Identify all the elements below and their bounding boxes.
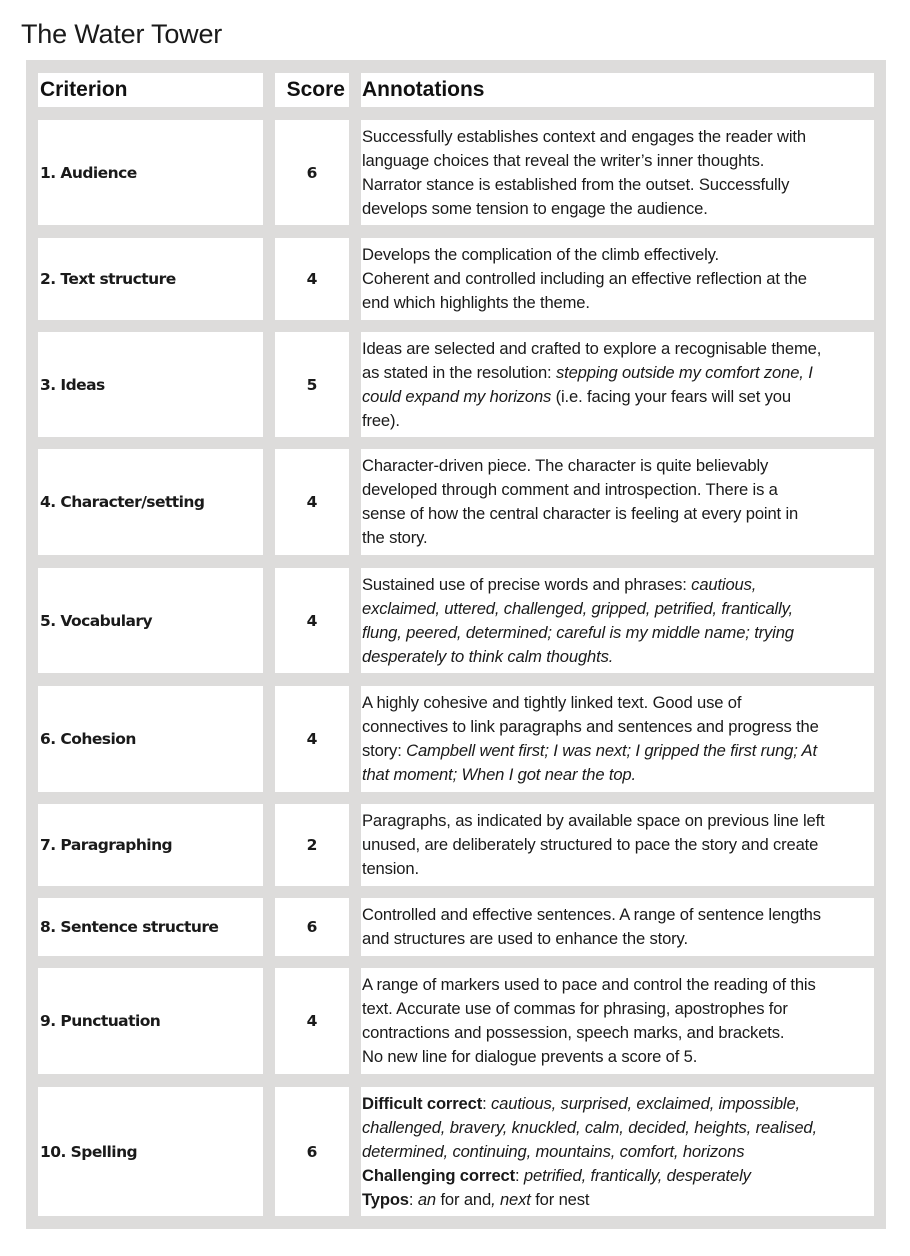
- annotation-segment: A range of markers used to pace and control the reading of this: [362, 975, 816, 994]
- criterion-label: 6. Cohesion: [40, 730, 136, 748]
- annotation-quote: flung, peered, determined; careful is my middle name; trying: [362, 622, 794, 642]
- annotation-text: [362, 691, 819, 787]
- annotation-segment: the story.: [362, 528, 428, 547]
- annotation-line: [362, 149, 806, 173]
- annotation-cell: [361, 686, 874, 792]
- annotation-segment: Controlled and effective sentences. A range of sentence lengths: [362, 905, 821, 924]
- annotation-segment: language choices that reveal the writer’s inner thoughts.: [362, 150, 765, 170]
- criterion-cell: [38, 1087, 263, 1216]
- assessment-table: [26, 60, 886, 1229]
- annotation-line: [362, 903, 821, 927]
- annotation-segment: developed through comment and introspection. There is a: [362, 480, 778, 499]
- annotation-line: [362, 502, 798, 526]
- annotation-line: [362, 1164, 817, 1188]
- score-value: 6: [306, 1142, 318, 1161]
- annotation-segment: tension.: [362, 859, 419, 878]
- annotation-quote: cautious, surprised, exclaimed, impossible,: [491, 1093, 800, 1113]
- header-score: Score: [275, 73, 349, 107]
- criterion-cell: [38, 568, 263, 673]
- annotation-quote: exclaimed, uttered, challenged, gripped, petrified, frantically,: [362, 598, 793, 618]
- score-cell: [275, 686, 349, 792]
- criterion-label: 10. Spelling: [40, 1142, 138, 1161]
- annotation-bold-label: Challenging correct: [362, 1165, 515, 1185]
- annotation-segment: Coherent and controlled including an effective reflection at the: [362, 269, 807, 288]
- criterion-label: 5. Vocabulary: [40, 611, 153, 630]
- annotation-segment: unused, are deliberately structured to pace the story and create: [362, 835, 819, 854]
- annotation-cell: [361, 332, 874, 437]
- annotation-line: [362, 621, 794, 645]
- annotation-line: [362, 645, 794, 669]
- annotation-bold-label: Difficult correct: [362, 1093, 483, 1113]
- score-cell: [275, 120, 349, 225]
- annotation-segment: end which highlights the theme.: [362, 293, 590, 312]
- annotation-cell: [361, 968, 874, 1074]
- annotation-line: [362, 361, 821, 385]
- annotation-text: [362, 573, 794, 669]
- annotation-quote: could expand my horizons: [362, 386, 552, 406]
- annotation-segment: (i.e. facing your fears will set you: [551, 386, 791, 406]
- annotation-line: [362, 833, 825, 857]
- annotation-quote: , next: [491, 1189, 531, 1209]
- score-cell: [275, 898, 349, 956]
- annotation-line: [362, 973, 816, 997]
- annotation-quote: challenged, bravery, knuckled, calm, decided, heights, realised,: [362, 1117, 817, 1137]
- annotation-quote: petrified, frantically, desperately: [523, 1165, 751, 1185]
- criterion-label: 2. Text structure: [40, 270, 176, 288]
- score-cell: [275, 568, 349, 673]
- annotation-line: [362, 1116, 817, 1140]
- annotation-line: [362, 1045, 816, 1069]
- criterion-cell: [38, 332, 263, 437]
- annotation-line: [362, 337, 821, 361]
- annotation-bold-label: Typos: [362, 1189, 409, 1209]
- score-cell: [275, 1087, 349, 1216]
- annotation-text: [362, 809, 825, 881]
- annotation-segment: Character-driven piece. The character is quite believably: [362, 456, 769, 475]
- annotation-quote: an: [417, 1189, 436, 1209]
- annotation-quote: stepping outside my comfort zone, I: [555, 362, 813, 382]
- annotation-line: [362, 1188, 817, 1212]
- annotation-line: [362, 243, 807, 267]
- annotation-segment: :: [514, 1165, 524, 1185]
- criterion-label: 7. Paragraphing: [40, 836, 173, 854]
- annotation-text: [362, 1092, 817, 1212]
- annotation-segment: Sustained use of precise words and phrases:: [362, 574, 692, 594]
- score-value: 5: [306, 375, 318, 394]
- annotation-line: [362, 809, 825, 833]
- criterion-cell: [38, 686, 263, 792]
- score-value: 4: [306, 270, 318, 288]
- annotation-cell: [361, 238, 874, 320]
- criterion-label: 4. Character/setting: [40, 493, 205, 511]
- score-value: 4: [306, 730, 318, 748]
- annotation-line: [362, 478, 798, 502]
- score-cell: [275, 238, 349, 320]
- annotation-line: [362, 1092, 817, 1116]
- annotation-segment: Successfully establishes context and engages the reader with: [362, 126, 806, 146]
- annotation-segment: and structures are used to enhance the story.: [362, 929, 688, 948]
- annotation-segment: contractions and possession, speech marks, and brackets.: [362, 1023, 785, 1042]
- score-cell: [275, 449, 349, 555]
- annotation-text: [362, 973, 816, 1069]
- annotation-line: [362, 1021, 816, 1045]
- annotation-segment: Develops the complication of the climb effectively.: [362, 245, 719, 264]
- annotation-line: [362, 691, 819, 715]
- annotation-segment: for nest: [530, 1189, 590, 1209]
- criterion-label: 9. Punctuation: [40, 1012, 161, 1030]
- annotation-line: [362, 173, 806, 197]
- annotation-quote: desperately to think calm thoughts.: [362, 646, 614, 666]
- annotation-line: [362, 267, 807, 291]
- annotation-segment: sense of how the central character is feeling at every point in: [362, 504, 799, 523]
- annotation-segment: text. Accurate use of commas for phrasing, apostrophes for: [362, 999, 788, 1018]
- annotation-line: [362, 125, 806, 149]
- annotation-segment: Ideas are selected and crafted to explore a recognisable theme,: [362, 338, 822, 358]
- annotation-segment: A highly cohesive and tightly linked text. Good use of: [362, 693, 742, 712]
- annotation-line: [362, 763, 819, 787]
- criterion-label: 1. Audience: [40, 163, 137, 182]
- score-value: 4: [306, 1012, 318, 1030]
- annotation-segment: :: [482, 1093, 492, 1113]
- criterion-label: 8. Sentence structure: [40, 918, 219, 936]
- criterion-cell: [38, 120, 263, 225]
- annotation-cell: [361, 1087, 874, 1216]
- annotation-line: [362, 597, 794, 621]
- annotation-line: [362, 385, 821, 409]
- document-title: The Water Tower: [21, 19, 223, 49]
- annotation-text: [362, 903, 821, 951]
- score-cell: [275, 332, 349, 437]
- annotation-segment: as stated in the resolution:: [362, 362, 556, 382]
- annotation-text: [362, 243, 807, 315]
- criterion-cell: [38, 804, 263, 886]
- score-value: 4: [306, 493, 318, 511]
- annotation-segment: connectives to link paragraphs and sentences and progress the: [362, 717, 819, 736]
- annotation-segment: free).: [362, 410, 400, 430]
- annotation-quote: cautious,: [691, 574, 757, 594]
- annotation-segment: No new line for dialogue prevents a score of 5.: [362, 1047, 698, 1066]
- annotation-quote: Campbell went first; I was next; I gripped the first rung; At: [406, 741, 817, 760]
- annotation-text: [362, 454, 798, 550]
- annotation-line: [362, 739, 819, 763]
- annotation-line: [362, 291, 807, 315]
- annotation-line: [362, 857, 825, 881]
- score-value: 4: [306, 611, 318, 630]
- criterion-cell: [38, 968, 263, 1074]
- annotation-segment: Narrator stance is established from the outset. Successfully: [362, 174, 790, 194]
- annotation-line: [362, 197, 806, 221]
- criterion-cell: [38, 898, 263, 956]
- annotation-line: [362, 997, 816, 1021]
- score-value: 6: [306, 163, 318, 182]
- annotation-line: [362, 409, 821, 433]
- annotation-segment: :: [408, 1189, 418, 1209]
- annotation-segment: for and: [435, 1189, 492, 1209]
- annotation-cell: [361, 120, 874, 225]
- annotation-quote: determined, continuing, mountains, comfort, horizons: [362, 1141, 745, 1161]
- annotation-cell: [361, 568, 874, 673]
- annotation-quote: that moment; When I got near the top.: [362, 765, 636, 784]
- annotation-text: [362, 337, 821, 433]
- criterion-cell: [38, 238, 263, 320]
- annotation-line: [362, 1140, 817, 1164]
- score-cell: [275, 804, 349, 886]
- score-value: 6: [306, 918, 318, 936]
- annotation-cell: [361, 804, 874, 886]
- annotation-line: [362, 927, 821, 951]
- annotation-line: [362, 715, 819, 739]
- criterion-label: 3. Ideas: [40, 375, 105, 394]
- header-annotations: Annotations: [361, 73, 874, 107]
- annotation-line: [362, 526, 798, 550]
- score-value: 2: [306, 836, 318, 854]
- annotation-segment: Paragraphs, as indicated by available space on previous line left: [362, 811, 825, 830]
- annotation-cell: [361, 449, 874, 555]
- annotation-text: [362, 125, 806, 221]
- annotation-segment: story:: [362, 741, 407, 760]
- header-criterion: Criterion: [38, 73, 263, 107]
- annotation-cell: [361, 898, 874, 956]
- annotation-line: [362, 573, 794, 597]
- annotation-line: [362, 454, 798, 478]
- score-cell: [275, 968, 349, 1074]
- annotation-segment: develops some tension to engage the audience.: [362, 198, 708, 218]
- criterion-cell: [38, 449, 263, 555]
